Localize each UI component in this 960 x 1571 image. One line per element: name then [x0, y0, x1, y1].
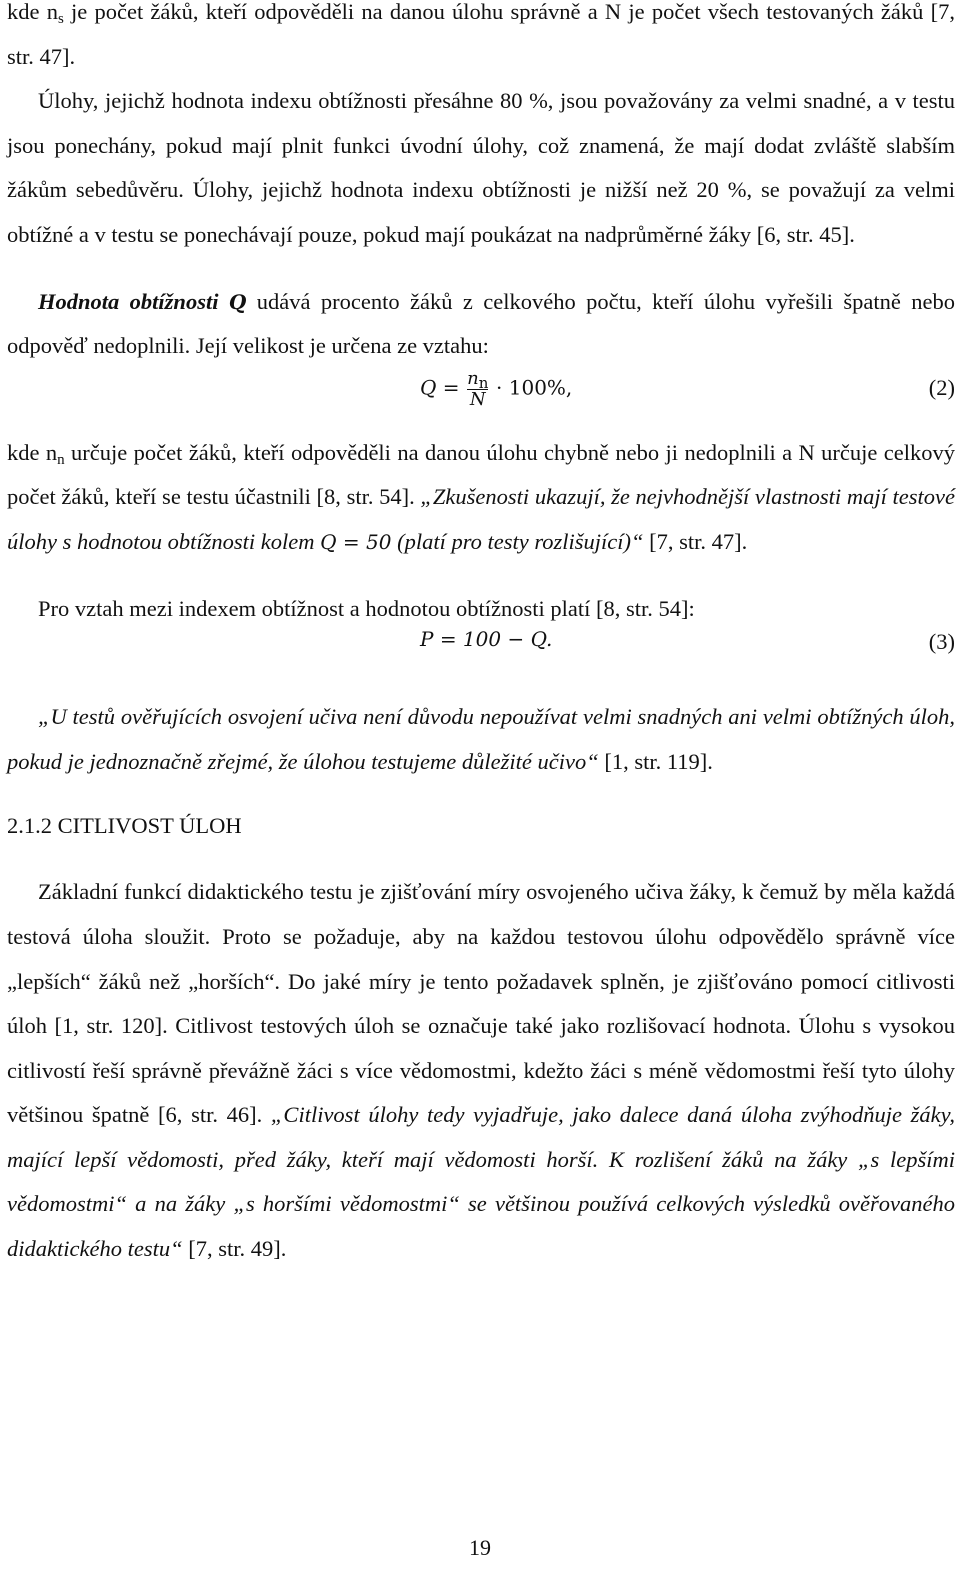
- paragraph-sensitivity: [7, 870, 955, 1271]
- inline-math: Q = 50: [320, 529, 392, 554]
- quote: „Zkušenosti ukazují, že nejvhodnější vlastnosti mají testové úlohy s hodnotou obtížnosti kolem: [7, 484, 955, 554]
- text: určuje počet žáků, kteří odpověděli na danou úlohu chybně nebo ji nedoplnili a N určuje celkový počet žáků, kteří se testu účastnili [8, str. 54].: [7, 439, 955, 510]
- bold-symbol: Q: [228, 289, 247, 314]
- equation-3: [7, 627, 955, 675]
- text: Základní funkcí didaktického testu je zjišťování míry osvojeného učiva žáky, k čemuž by měla každá testová úloha sloužit. Proto se požaduje, aby na každou testovou úlohu odpovědělo správně více „lepších“ žáků než „horších“. Do jaké míry je tento požadavek splněn, je zjišťováno pomocí citlivosti úloh [1, str. 120]. Citlivost testových úloh se označuje také jako rozlišovací hodnota. Úlohu s vysokou citlivostí řeší správně převážně žáci s více vědomostmi, kdežto žáci s méně vědomostmi řeší tyto úlohy většinou špatně [6, str. 46].: [7, 879, 955, 1128]
- bold-term: Hodnota obtížnosti: [38, 288, 219, 314]
- citation: [1, str. 119].: [598, 748, 713, 774]
- numerator-sub: n: [478, 373, 489, 392]
- text: je počet žáků, kteří odpověděli na danou úlohu správně a N je počet všech testovaných žáků [7, str. 47].: [7, 0, 955, 69]
- text: udává procento žáků z celkového počtu, kteří úlohu vyřešili špatně nebo odpověď nedoplnili. Její velikost je určena ze vztahu:: [7, 288, 956, 359]
- subscript: n: [57, 451, 65, 468]
- page-number: 19: [469, 1535, 491, 1560]
- eq-rhs: · 100%,: [496, 375, 573, 400]
- paragraph-relation: Pro vztah mezi indexem obtížnost a hodnotou obtížnosti platí [8, str. 54]:: [38, 595, 695, 621]
- fraction: [467, 369, 488, 410]
- equation-number: (2): [928, 374, 955, 400]
- paragraph-difficulty-value: [7, 280, 955, 369]
- equation-number: (3): [928, 629, 955, 655]
- paragraph-definition-ns: [7, 0, 955, 79]
- citation: [7, str. 47].: [643, 528, 748, 554]
- quote: „Citlivost úlohy tedy vyjadřuje, jako dalece daná úloha zvýhodňuje žáky, mající lepší vědomosti, před žáky, kteří mají vědomosti horší. K rozlišení žáků na žáky „s lepšími vědomostmi“ a na žáky „s horšími vědomostmi“ se většinou používá celkových výsledků ověřovaného didaktického testu“: [7, 1102, 955, 1262]
- text: kde n: [7, 439, 58, 465]
- equation-2: [7, 369, 955, 431]
- eq-lhs: Q =: [420, 375, 460, 400]
- section-heading: 2.1.2 CITLIVOST ÚLOH: [7, 813, 242, 839]
- paragraph-quote-snadne: [7, 695, 955, 784]
- equation-expression: [420, 369, 572, 410]
- equation-expression: P = 100 − Q.: [420, 627, 553, 652]
- paragraph-definition-nn: [7, 431, 955, 565]
- quote: (platí pro testy rozlišující)“: [391, 528, 644, 554]
- denominator: N: [469, 388, 486, 410]
- subscript: s: [57, 11, 64, 27]
- numerator: n: [467, 367, 479, 389]
- quote: „U testů ověřujících osvojení učiva není důvodu nepoužívat velmi snadných ani velmi obtížných úloh, pokud je jednoznačně zřejmé, že úlohou testujeme důležité učivo“: [7, 704, 955, 774]
- text: kde n: [7, 0, 58, 24]
- paragraph-easy-hard-items: Úlohy, jejichž hodnota indexu obtížnosti přesáhne 80 %, jsou považovány za velmi snadné, a v testu jsou ponechány, pokud mají plnit funkci úvodní úlohy, což znamená, že mají dodat zvláště slabším žákům sebedůvěru. Úlohy, jejichž hodnota indexu obtížnosti je nižší než 20 %, se považují za velmi obtížné a v testu se ponechávají pouze, pokud mají poukázat na nadprůměrné žáky [6, str. 45].: [7, 88, 955, 247]
- citation: [7, str. 49].: [182, 1236, 287, 1262]
- document-page: [7, 0, 955, 1272]
